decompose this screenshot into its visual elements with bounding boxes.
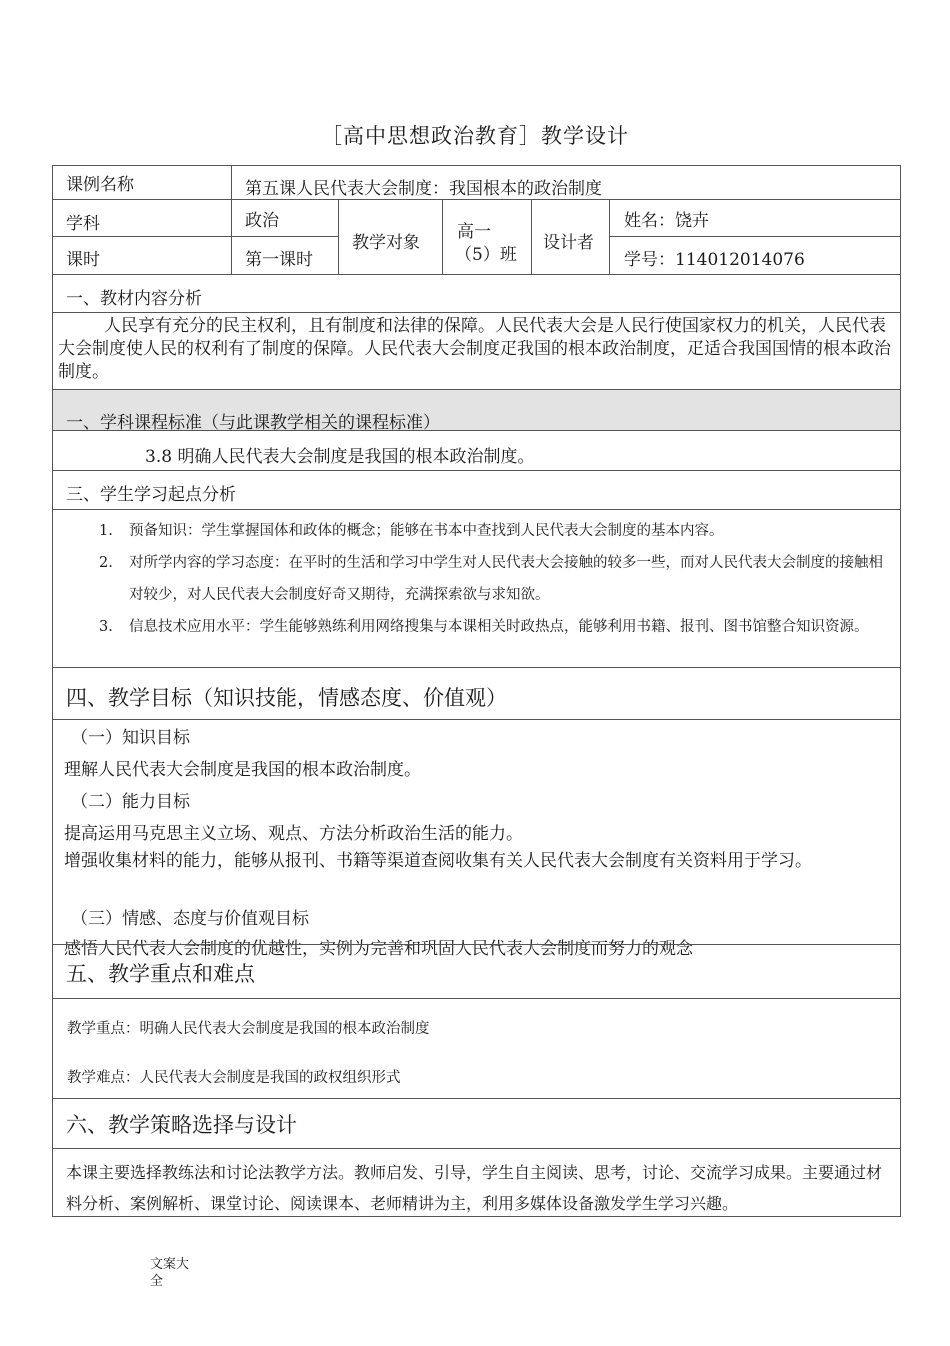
section-2-text: 3.8 明确人民代表大会制度是我国的根本政治制度。	[145, 447, 535, 467]
ability-goal-heading: （二）能力目标	[71, 792, 190, 812]
knowledge-goal-heading: （一）知识目标	[71, 728, 190, 748]
designer-name-cell	[609, 199, 901, 237]
teaching-target-value-grade: 高一	[457, 222, 491, 242]
section-6-heading	[52, 1098, 901, 1149]
teaching-key-point: 教学重点：明确人民代表大会制度是我国的根本政治制度	[67, 1021, 430, 1037]
subject-label: 学科	[66, 214, 100, 234]
emotion-goal-text: 感悟人民代表大会制度的优越性，实例为完善和巩固人民代表大会制度而努力的观念	[64, 939, 693, 959]
subject-value-cell	[231, 199, 339, 237]
section-5-title: 五、教学重点和难点	[66, 962, 255, 986]
class-hours-value: 第一课时	[245, 250, 313, 270]
section-5-body	[52, 998, 901, 1099]
section-6-body	[52, 1148, 901, 1217]
section-1-heading	[52, 274, 901, 313]
designer-student-id: 学号：114012014076	[624, 250, 805, 270]
learning-start-list	[53, 515, 900, 643]
footer-text: 文案大全	[150, 1257, 190, 1289]
teaching-strategy-text: 本课主要选择教练法和讨论法教学方法。教师启发、引导，学生自主阅读、思考，讨论、交流学习成果。主要通过材料分析、案例解析、课堂讨论、阅读课本、老师精讲为主，利用多媒体设备激发学生学习兴趣。	[66, 1163, 883, 1213]
teaching-difficulty: 教学难点：人民代表大会制度是我国的政权组织形式	[67, 1070, 401, 1086]
designer-label-cell	[531, 199, 610, 275]
class-hours-label-cell	[52, 236, 232, 275]
section-2-body	[52, 430, 901, 471]
class-hours-value-cell	[231, 236, 339, 275]
section-6-title: 六、教学策略选择与设计	[66, 1113, 297, 1137]
teaching-target-value-class: （5）班	[455, 245, 517, 265]
section-3-heading	[52, 470, 901, 510]
section-1-title: 一、教材内容分析	[66, 289, 202, 309]
list-item: 2. 对所学内容的学习态度：在平时的生活和学习中学生对人民代表大会接触的较多一些，而对人民代表大会制度的接触相对较少，对人民代表大会制度好奇又期待，充满探索欲与求知欲。	[99, 555, 883, 603]
ability-goal-text-2: 增强收集材料的能力，能够从报刊、书籍等渠道查阅收集有关人民代表大会制度有关资料用于学习。	[64, 851, 812, 871]
section-1-text: 人民享有充分的民主权利，且有制度和法律的保障。人民代表大会是人民行使国家权力的机关，人民代表大会制度使人民的权利有了制度的保障。人民代表大会制度疋我国的根本政治制度，疋适合我国国情的根本政治制度。	[58, 316, 891, 382]
ability-goal-text-1: 提高运用马克思主义立场、观点、方法分析政治生活的能力。	[64, 824, 523, 844]
class-hours-label: 课时	[66, 250, 100, 270]
list-item: 1. 预备知识：学生掌握国体和政体的概念；能够在书本中查找到人民代表大会制度的基本内容。	[99, 523, 724, 539]
designer-id-cell	[609, 236, 901, 275]
course-name-value: 第五课人民代表大会制度：我国根本的政治制度	[245, 179, 602, 199]
knowledge-goal-text: 理解人民代表大会制度是我国的根本政治制度。	[64, 760, 421, 780]
document-title: ［高中思想政治教育］教学设计	[321, 124, 629, 148]
teaching-target-value-cell	[442, 199, 532, 275]
section-4-title: 四、教学目标（知识技能，情感态度、价值观）	[66, 686, 507, 710]
section-4-body	[52, 719, 901, 959]
teaching-target-label-cell	[338, 199, 443, 275]
course-name-label: 课例名称	[66, 175, 134, 195]
section-4-heading	[52, 667, 901, 720]
teaching-target-label: 教学对象	[352, 233, 420, 253]
course-name-label-cell	[52, 165, 232, 200]
section-3-title: 三、学生学习起点分析	[66, 485, 236, 505]
designer-label: 设计者	[543, 233, 594, 253]
section-3-body	[52, 509, 901, 668]
section-2-heading	[52, 389, 901, 431]
subject-label-cell	[52, 199, 232, 237]
designer-name: 姓名：饶卉	[624, 211, 709, 231]
course-name-value-cell	[231, 165, 901, 200]
section-1-body	[52, 312, 901, 390]
list-item: 3. 信息技术应用水平：学生能够熟练利用网络搜集与本课相关时政热点，能够利用书籍、报刊、图书馆整合知识资源。	[99, 619, 869, 635]
section-5-heading	[52, 944, 901, 999]
section-2-title: 一、学科课程标准（与此课教学相关的课程标准）	[66, 413, 440, 433]
subject-value: 政治	[245, 211, 279, 231]
emotion-goal-heading: （三）情感、态度与价值观目标	[71, 909, 309, 929]
